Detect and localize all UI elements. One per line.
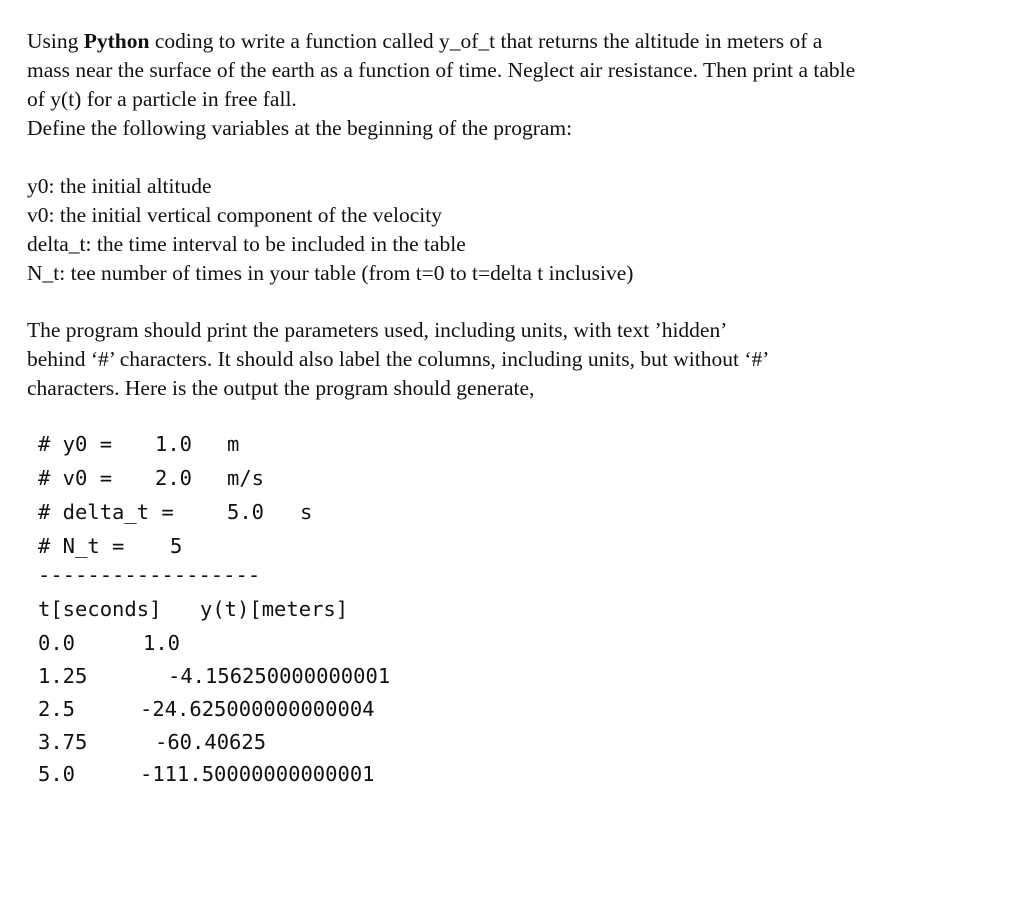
param-label-delta-t: # delta_t = — [38, 500, 174, 524]
column-header-t: t[seconds] — [38, 597, 162, 621]
variable-y0: y0: the initial altitude — [27, 174, 212, 198]
variables-list — [27, 172, 633, 288]
param-value-n-t: 5 — [170, 534, 183, 558]
table-row-t: 3.75 — [38, 730, 88, 754]
intro-line-1 — [27, 27, 855, 56]
intro-paragraph — [27, 27, 855, 143]
table-row-y: -60.40625 — [155, 730, 267, 754]
param-unit-delta-t: s — [300, 500, 313, 524]
intro-line-2: mass near the surface of the earth as a function of time. Neglect air resistance. Then print a table — [27, 58, 856, 82]
table-row-y: -4.156250000000001 — [168, 664, 391, 688]
intro-text: coding to write a function called y_of_t that returns the altitude in meters of a — [149, 29, 823, 53]
variable-v0: v0: the initial vertical component of the velocity — [27, 203, 442, 227]
column-header-y: y(t)[meters] — [200, 597, 349, 621]
param-unit-v0: m/s — [227, 466, 265, 490]
table-row-t: 1.25 — [38, 664, 88, 688]
param-value-v0: 2.0 — [155, 466, 193, 490]
variable-delta-t: delta_t: the time interval to be included in the table — [27, 232, 466, 256]
description-line-3: characters. Here is the output the program should generate, — [27, 376, 535, 400]
table-row-y: -24.625000000000004 — [140, 697, 375, 721]
table-row-y: 1.0 — [143, 631, 181, 655]
intro-line-3: of y(t) for a particle in free fall. — [27, 87, 297, 111]
python-bold: Python — [83, 29, 150, 53]
table-row-t: 5.0 — [38, 762, 76, 786]
output-description-paragraph — [27, 316, 769, 403]
table-row-t: 0.0 — [38, 631, 76, 655]
param-label-y0: # y0 = — [38, 432, 113, 456]
param-unit-y0: m — [227, 432, 240, 456]
table-row-y: -111.50000000000001 — [140, 762, 375, 786]
table-row-t: 2.5 — [38, 697, 76, 721]
description-line-2: behind ‘#’ characters. It should also label the columns, including units, but without ‘#’ — [27, 347, 770, 371]
description-line-1: The program should print the parameters used, including units, with text ’hidden’ — [27, 318, 728, 342]
variable-n-t: N_t: tee number of times in your table (from t=0 to t=delta t inclusive) — [27, 261, 634, 285]
param-label-n-t: # N_t = — [38, 534, 125, 558]
param-value-delta-t: 5.0 — [227, 500, 265, 524]
intro-text: Using — [27, 29, 84, 53]
param-label-v0: # v0 = — [38, 466, 113, 490]
separator-line: ------------------ — [38, 563, 261, 587]
intro-line-4: Define the following variables at the beginning of the program: — [27, 116, 573, 140]
param-value-y0: 1.0 — [155, 432, 193, 456]
